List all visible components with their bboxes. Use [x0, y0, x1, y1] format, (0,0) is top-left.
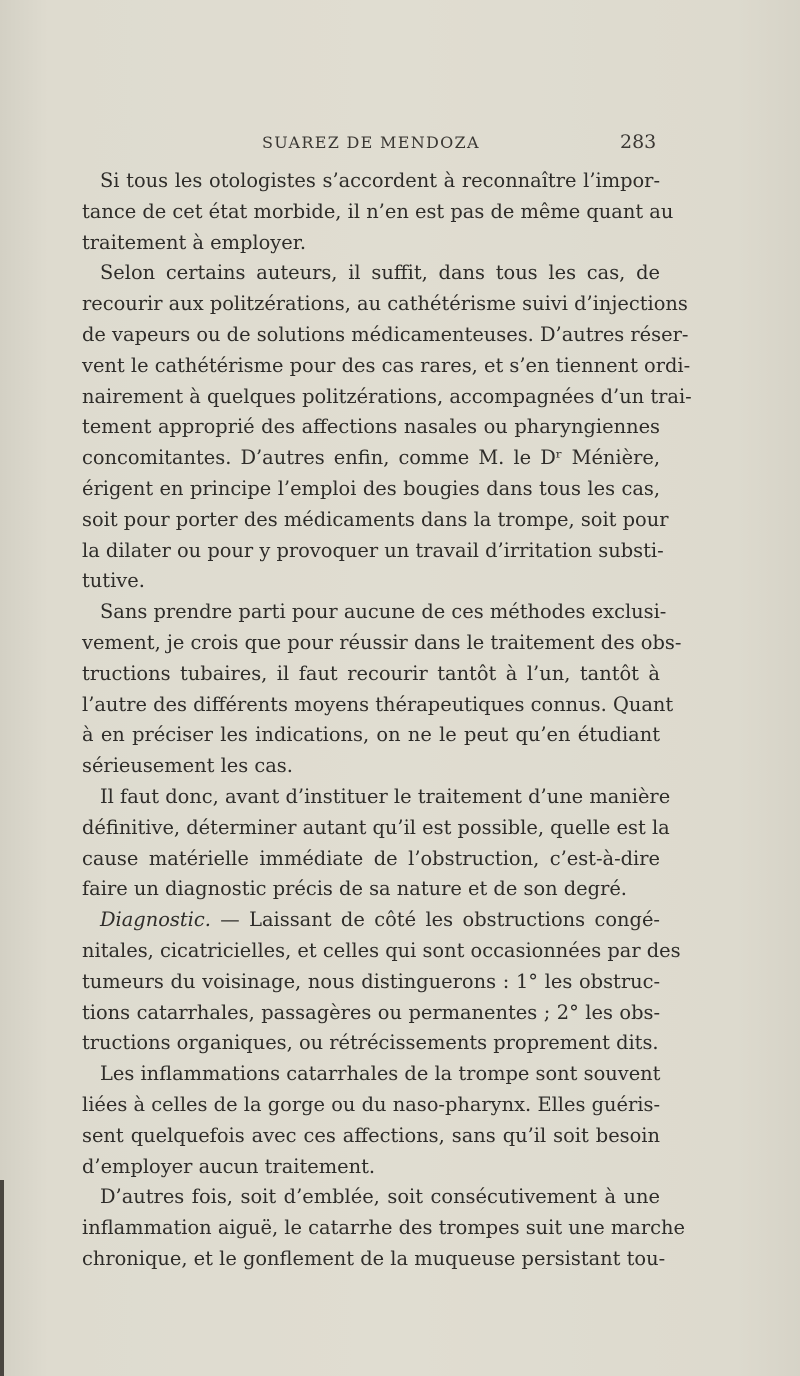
text-line: Il faut donc, avant d’instituer le traitement d’une manière: [100, 784, 671, 808]
text-line: chronique, et le gonflement de la muqueuse persistant tou-: [82, 1246, 666, 1270]
text-line: tructions tubaires, il faut recourir tantôt à l’un, tantôt à: [82, 661, 660, 685]
text-line: concomitantes. D’autres enfin, comme M. le Dʳ Ménière,: [82, 446, 660, 470]
text-line: érigent en principe l’emploi des bougies dans tous les cas,: [82, 476, 660, 500]
text-line: sent quelquefois avec ces affections, sans qu’il soit besoin: [82, 1123, 660, 1147]
diagnostic-heading: Diagnostic.: [100, 908, 211, 932]
text-line: tumeurs du voisinage, nous distinguerons : 1° les obstruc-: [82, 969, 660, 993]
text-line: sérieusement les cas.: [82, 754, 293, 778]
text-line: faire un diagnostic précis de sa nature et de son degré.: [82, 877, 627, 901]
text-line: nairement à quelques politzérations, accompagnées d’un trai-: [82, 384, 692, 408]
text-line: Les inflammations catarrhales de la trompe sont souvent: [100, 1062, 661, 1086]
text-line: à en préciser les indications, on ne le peut qu’en étudiant: [82, 723, 660, 747]
text-line: tutive.: [82, 569, 145, 593]
text-line: liées à celles de la gorge ou du naso-pharynx. Elles guéris-: [82, 1092, 660, 1116]
text-line: de vapeurs ou de solutions médicamenteuses. D’autres réser-: [82, 322, 689, 346]
text-line: traitement à employer.: [82, 230, 307, 254]
text-line: tance de cet état morbide, il n’en est pas de même quant au: [82, 199, 674, 223]
text-line: vement, je crois que pour réussir dans le traitement des obs-: [82, 630, 682, 654]
text-line: recourir aux politzérations, au cathétérisme suivi d’injections: [82, 292, 688, 316]
diagnostic-line-rest: — Laissant de côté les obstructions congé-: [210, 908, 660, 932]
page-edge-shadow: [0, 1180, 4, 1376]
page-number: 283: [620, 131, 657, 153]
text-line: l’autre des différents moyens thérapeutiques connus. Quant: [82, 692, 674, 716]
text-line: tructions organiques, ou rétrécissements proprement dits.: [82, 1031, 659, 1055]
text-line: tions catarrhales, passagères ou permanentes ; 2° les obs-: [82, 1000, 660, 1024]
text-line: la dilater ou pour y provoquer un travail d’irritation substi-: [82, 538, 664, 562]
page-header: [0, 133, 800, 157]
running-title: SUAREZ DE MENDOZA: [262, 133, 480, 152]
text-line: cause matérielle immédiate de l’obstruction, c’est-à-dire: [82, 846, 660, 870]
text-line: tement approprié des affections nasales ou pharyngiennes: [82, 415, 660, 439]
text-line: d’employer aucun traitement.: [82, 1154, 376, 1178]
text-line: vent le cathétérisme pour des cas rares, et s’en tiennent ordi-: [82, 353, 691, 377]
text-line: D’autres fois, soit d’emblée, soit consécutivement à une: [100, 1185, 660, 1209]
text-line: soit pour porter des médicaments dans la trompe, soit pour: [82, 507, 669, 531]
text-line: Sans prendre parti pour aucune de ces méthodes exclusi-: [100, 600, 667, 624]
text-line: définitive, déterminer autant qu’il est possible, quelle est la: [82, 815, 670, 839]
text-line: Selon certains auteurs, il suffit, dans tous les cas, de: [100, 261, 660, 285]
body-text: [82, 166, 692, 1275]
text-line: inflammation aiguë, le catarrhe des trompes suit une marche: [82, 1216, 685, 1240]
text-line: nitales, cicatricielles, et celles qui sont occasionnées par des: [82, 938, 681, 962]
diagnostic-line: [82, 905, 660, 936]
text-line: Si tous les otologistes s’accordent à reconnaître l’impor-: [100, 169, 660, 192]
